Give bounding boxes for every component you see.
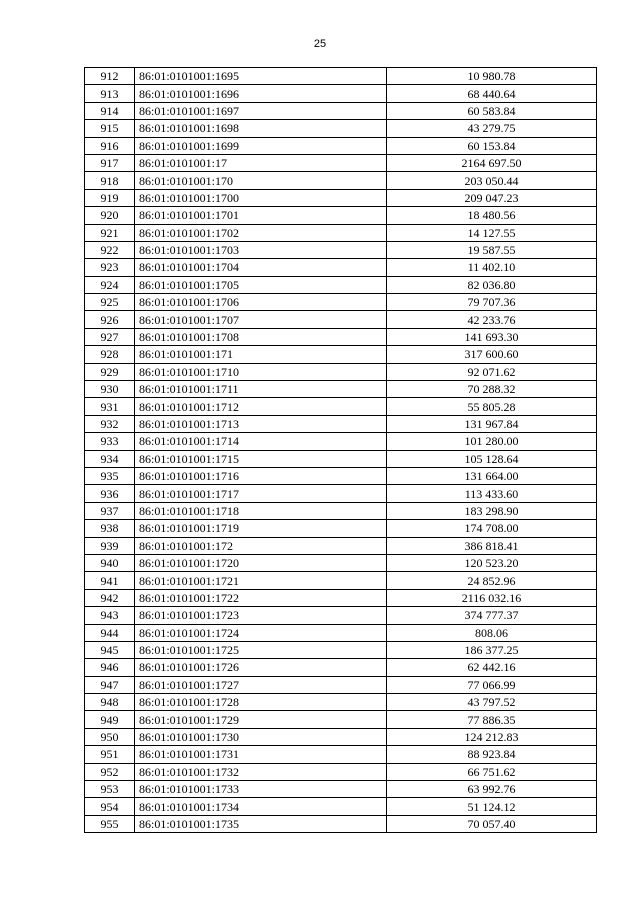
row-number-cell: 928	[85, 346, 135, 363]
table-row	[85, 259, 597, 276]
row-number-cell: 925	[85, 294, 135, 311]
value-cell: 42 233.76	[387, 311, 597, 328]
table-row	[85, 154, 597, 171]
cadastral-number-cell: 86:01:0101001:1703	[135, 241, 387, 258]
table-row	[85, 572, 597, 589]
table-body	[85, 68, 597, 833]
cadastral-number-cell: 86:01:0101001:1719	[135, 520, 387, 537]
row-number-cell: 917	[85, 154, 135, 171]
cadastral-number-cell: 86:01:0101001:1705	[135, 276, 387, 293]
cadastral-number-cell: 86:01:0101001:1725	[135, 641, 387, 658]
cadastral-value-table	[84, 67, 597, 833]
row-number-cell: 952	[85, 763, 135, 780]
value-cell: 209 047.23	[387, 189, 597, 206]
row-number-cell: 920	[85, 207, 135, 224]
row-number-cell: 924	[85, 276, 135, 293]
row-number-cell: 927	[85, 328, 135, 345]
cadastral-number-cell: 86:01:0101001:1733	[135, 781, 387, 798]
row-number-cell: 939	[85, 537, 135, 554]
table-row	[85, 520, 597, 537]
row-number-cell: 932	[85, 415, 135, 432]
value-cell: 18 480.56	[387, 207, 597, 224]
table-row	[85, 276, 597, 293]
row-number-cell: 934	[85, 450, 135, 467]
cadastral-number-cell: 86:01:0101001:1728	[135, 694, 387, 711]
row-number-cell: 923	[85, 259, 135, 276]
cadastral-number-cell: 86:01:0101001:1729	[135, 711, 387, 728]
value-cell: 19 587.55	[387, 241, 597, 258]
row-number-cell: 955	[85, 815, 135, 832]
table-row	[85, 728, 597, 745]
cadastral-number-cell: 86:01:0101001:1715	[135, 450, 387, 467]
table-row	[85, 607, 597, 624]
table-row	[85, 781, 597, 798]
table-row	[85, 641, 597, 658]
value-cell: 77 886.35	[387, 711, 597, 728]
row-number-cell: 949	[85, 711, 135, 728]
value-cell: 11 402.10	[387, 259, 597, 276]
cadastral-number-cell: 86:01:0101001:1712	[135, 398, 387, 415]
value-cell: 183 298.90	[387, 502, 597, 519]
value-cell: 70 057.40	[387, 815, 597, 832]
row-number-cell: 948	[85, 694, 135, 711]
row-number-cell: 944	[85, 624, 135, 641]
table-row	[85, 467, 597, 484]
cadastral-number-cell: 86:01:0101001:171	[135, 346, 387, 363]
row-number-cell: 914	[85, 102, 135, 119]
cadastral-number-cell: 86:01:0101001:1700	[135, 189, 387, 206]
value-cell: 24 852.96	[387, 572, 597, 589]
table-row	[85, 624, 597, 641]
table-row	[85, 346, 597, 363]
table-row	[85, 694, 597, 711]
cadastral-number-cell: 86:01:0101001:1734	[135, 798, 387, 815]
cadastral-number-cell: 86:01:0101001:1696	[135, 85, 387, 102]
row-number-cell: 937	[85, 502, 135, 519]
table-row	[85, 711, 597, 728]
cadastral-number-cell: 86:01:0101001:17	[135, 154, 387, 171]
table-row	[85, 328, 597, 345]
row-number-cell: 931	[85, 398, 135, 415]
row-number-cell: 947	[85, 676, 135, 693]
value-cell: 2116 032.16	[387, 589, 597, 606]
cadastral-number-cell: 86:01:0101001:1726	[135, 659, 387, 676]
cadastral-number-cell: 86:01:0101001:1720	[135, 554, 387, 571]
value-cell: 186 377.25	[387, 641, 597, 658]
value-cell: 62 442.16	[387, 659, 597, 676]
cadastral-number-cell: 86:01:0101001:1717	[135, 485, 387, 502]
table-row	[85, 120, 597, 137]
row-number-cell: 942	[85, 589, 135, 606]
cadastral-number-cell: 86:01:0101001:1722	[135, 589, 387, 606]
cadastral-number-cell: 86:01:0101001:1701	[135, 207, 387, 224]
table-row	[85, 311, 597, 328]
row-number-cell: 921	[85, 224, 135, 241]
table-row	[85, 224, 597, 241]
value-cell: 82 036.80	[387, 276, 597, 293]
value-cell: 174 708.00	[387, 520, 597, 537]
cadastral-number-cell: 86:01:0101001:1732	[135, 763, 387, 780]
table-row	[85, 68, 597, 85]
cadastral-number-cell: 86:01:0101001:1731	[135, 746, 387, 763]
row-number-cell: 946	[85, 659, 135, 676]
cadastral-number-cell: 86:01:0101001:1695	[135, 68, 387, 85]
value-cell: 92 071.62	[387, 363, 597, 380]
row-number-cell: 913	[85, 85, 135, 102]
value-cell: 2164 697.50	[387, 154, 597, 171]
table-row	[85, 433, 597, 450]
table-row	[85, 381, 597, 398]
row-number-cell: 912	[85, 68, 135, 85]
row-number-cell: 915	[85, 120, 135, 137]
cadastral-number-cell: 86:01:0101001:1708	[135, 328, 387, 345]
value-cell: 88 923.84	[387, 746, 597, 763]
row-number-cell: 954	[85, 798, 135, 815]
cadastral-number-cell: 86:01:0101001:1735	[135, 815, 387, 832]
value-cell: 51 124.12	[387, 798, 597, 815]
table-row	[85, 363, 597, 380]
cadastral-number-cell: 86:01:0101001:1698	[135, 120, 387, 137]
table-row	[85, 137, 597, 154]
table-row	[85, 589, 597, 606]
cadastral-number-cell: 86:01:0101001:1727	[135, 676, 387, 693]
cadastral-number-cell: 86:01:0101001:1714	[135, 433, 387, 450]
table-row	[85, 189, 597, 206]
row-number-cell: 938	[85, 520, 135, 537]
cadastral-number-cell: 86:01:0101001:170	[135, 172, 387, 189]
cadastral-number-cell: 86:01:0101001:1730	[135, 728, 387, 745]
value-cell: 43 797.52	[387, 694, 597, 711]
cadastral-number-cell: 86:01:0101001:1697	[135, 102, 387, 119]
table-row	[85, 659, 597, 676]
table-row	[85, 763, 597, 780]
cadastral-number-cell: 86:01:0101001:1721	[135, 572, 387, 589]
row-number-cell: 922	[85, 241, 135, 258]
value-cell: 808.06	[387, 624, 597, 641]
value-cell: 60 153.84	[387, 137, 597, 154]
value-cell: 131 664.00	[387, 467, 597, 484]
value-cell: 374 777.37	[387, 607, 597, 624]
cadastral-number-cell: 86:01:0101001:1718	[135, 502, 387, 519]
row-number-cell: 926	[85, 311, 135, 328]
row-number-cell: 918	[85, 172, 135, 189]
value-cell: 70 288.32	[387, 381, 597, 398]
table-row	[85, 746, 597, 763]
cadastral-number-cell: 86:01:0101001:1716	[135, 467, 387, 484]
row-number-cell: 933	[85, 433, 135, 450]
table-row	[85, 241, 597, 258]
cadastral-number-cell: 86:01:0101001:1704	[135, 259, 387, 276]
value-cell: 43 279.75	[387, 120, 597, 137]
row-number-cell: 950	[85, 728, 135, 745]
value-cell: 386 818.41	[387, 537, 597, 554]
row-number-cell: 929	[85, 363, 135, 380]
value-cell: 113 433.60	[387, 485, 597, 502]
row-number-cell: 943	[85, 607, 135, 624]
table-row	[85, 207, 597, 224]
page-number: 25	[313, 38, 327, 50]
cadastral-number-cell: 86:01:0101001:172	[135, 537, 387, 554]
table-row	[85, 102, 597, 119]
row-number-cell: 919	[85, 189, 135, 206]
cadastral-number-cell: 86:01:0101001:1699	[135, 137, 387, 154]
table-row	[85, 798, 597, 815]
value-cell: 79 707.36	[387, 294, 597, 311]
value-cell: 10 980.78	[387, 68, 597, 85]
table-row	[85, 537, 597, 554]
table-row	[85, 676, 597, 693]
table-row	[85, 815, 597, 832]
value-cell: 55 805.28	[387, 398, 597, 415]
value-cell: 101 280.00	[387, 433, 597, 450]
row-number-cell: 953	[85, 781, 135, 798]
value-cell: 317 600.60	[387, 346, 597, 363]
row-number-cell: 930	[85, 381, 135, 398]
cadastral-number-cell: 86:01:0101001:1707	[135, 311, 387, 328]
value-cell: 14 127.55	[387, 224, 597, 241]
value-cell: 66 751.62	[387, 763, 597, 780]
value-cell: 105 128.64	[387, 450, 597, 467]
cadastral-number-cell: 86:01:0101001:1702	[135, 224, 387, 241]
cadastral-number-cell: 86:01:0101001:1706	[135, 294, 387, 311]
row-number-cell: 945	[85, 641, 135, 658]
value-cell: 131 967.84	[387, 415, 597, 432]
value-cell: 120 523.20	[387, 554, 597, 571]
cadastral-number-cell: 86:01:0101001:1710	[135, 363, 387, 380]
row-number-cell: 916	[85, 137, 135, 154]
value-cell: 124 212.83	[387, 728, 597, 745]
table-row	[85, 294, 597, 311]
table-row	[85, 554, 597, 571]
value-cell: 60 583.84	[387, 102, 597, 119]
table-row	[85, 85, 597, 102]
cadastral-number-cell: 86:01:0101001:1713	[135, 415, 387, 432]
table-row	[85, 172, 597, 189]
cadastral-number-cell: 86:01:0101001:1723	[135, 607, 387, 624]
table-row	[85, 450, 597, 467]
row-number-cell: 941	[85, 572, 135, 589]
value-cell: 68 440.64	[387, 85, 597, 102]
row-number-cell: 935	[85, 467, 135, 484]
table-row	[85, 398, 597, 415]
table-row	[85, 485, 597, 502]
value-cell: 77 066.99	[387, 676, 597, 693]
row-number-cell: 951	[85, 746, 135, 763]
value-cell: 203 050.44	[387, 172, 597, 189]
cadastral-number-cell: 86:01:0101001:1711	[135, 381, 387, 398]
row-number-cell: 936	[85, 485, 135, 502]
table-row	[85, 502, 597, 519]
value-cell: 141 693.30	[387, 328, 597, 345]
cadastral-number-cell: 86:01:0101001:1724	[135, 624, 387, 641]
value-cell: 63 992.76	[387, 781, 597, 798]
table-row	[85, 415, 597, 432]
row-number-cell: 940	[85, 554, 135, 571]
